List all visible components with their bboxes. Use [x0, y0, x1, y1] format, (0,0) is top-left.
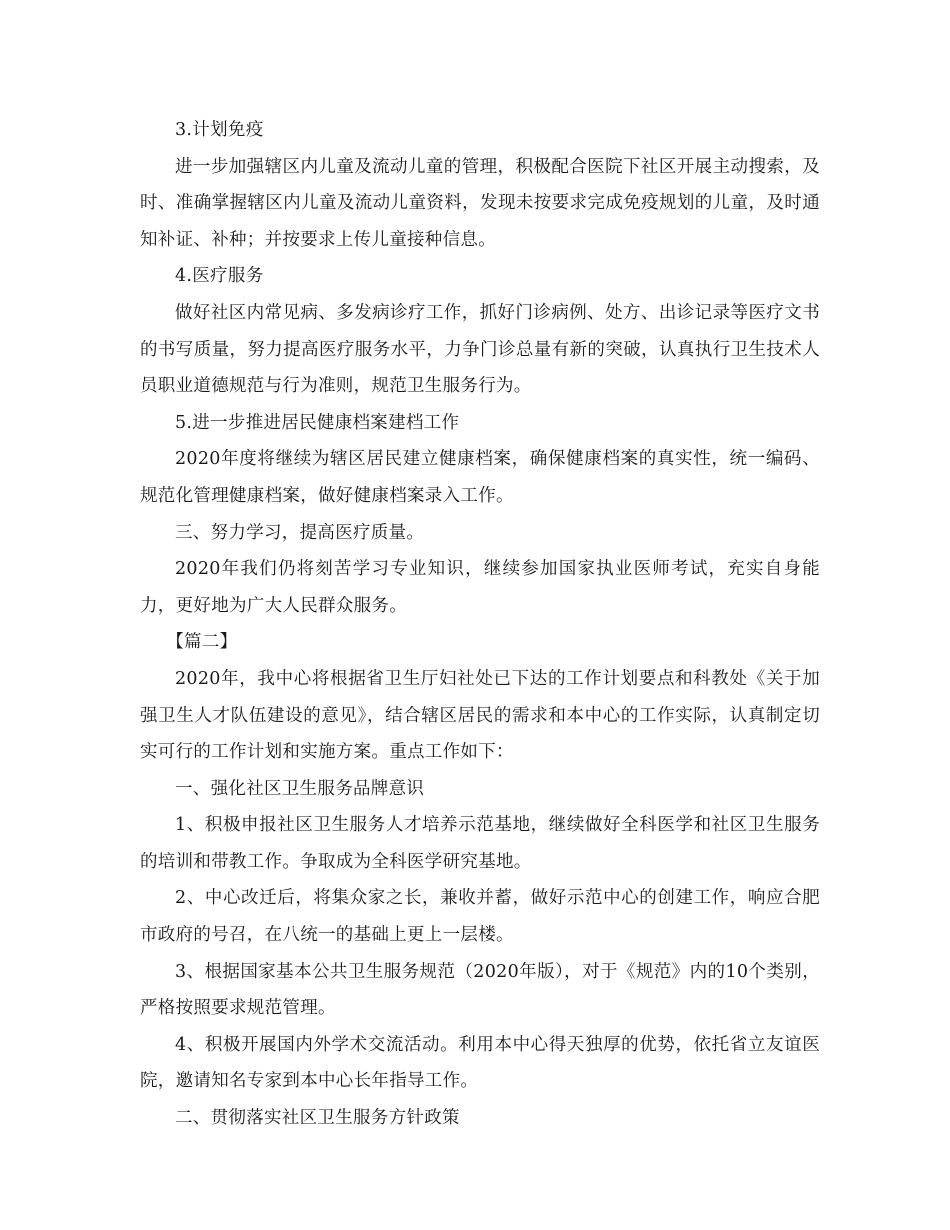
list-item-4: 4、积极开展国内外学术交流活动。利用本中心得天独厚的优势，依托省立友谊医院，邀请知名专家到本中心长年指导工作。 [140, 1034, 820, 1092]
section-heading-policy: 二、贯彻落实社区卫生服务方针政策 [175, 1108, 460, 1129]
paragraph-part-two-intro: 2020年，我中心将根据省卫生厅妇社处已下达的工作计划要点和科教处《关于加强卫生人才队伍建设的意见》，结合辖区居民的需求和本中心的工作实际，认真制定切实可行的工作计划和实施方案。重点工作如下： [140, 668, 820, 763]
part-two-heading: 【篇二】 [166, 632, 238, 653]
section-heading-brand-awareness: 一、强化社区卫生服务品牌意识 [175, 778, 425, 799]
paragraph-medical-service: 做好社区内常见病、多发病诊疗工作，抓好门诊病例、处方、出诊记录等医疗文书的书写质量，努力提高医疗服务水平，力争门诊总量有新的突破，认真执行卫生技术人员职业道德规范与行为准则，规范卫生服务行为。 [140, 302, 820, 397]
paragraph-health-records: 2020年度将继续为辖区居民建立健康档案，确保健康档案的真实性，统一编码、规范化管理健康档案，做好健康档案录入工作。 [140, 449, 820, 506]
paragraph-immunization: 进一步加强辖区内儿童及流动儿童的管理，积极配合医院下社区开展主动搜索，及时、准确掌握辖区内儿童及流动儿童资料，发现未按要求完成免疫规划的儿童，及时通知补证、补种；并按要求上传儿童接种信息。 [140, 156, 820, 250]
section-heading-study: 三、努力学习，提高医疗质量。 [175, 522, 425, 543]
list-item-1: 1、积极申报社区卫生服务人才培养示范基地，继续做好全科医学和社区卫生服务的培训和带教工作。争取成为全科医学研究基地。 [140, 815, 820, 872]
paragraph-study: 2020年我们仍将刻苦学习专业知识，继续参加国家执业医师考试，充实自身能力，更好地为广大人民群众服务。 [140, 559, 820, 616]
list-item-2: 2、中心改迁后，将集众家之长，兼收并蓄，做好示范中心的创建工作，响应合肥市政府的号召，在八统一的基础上更上一层楼。 [140, 888, 820, 946]
list-item-3: 3、根据国家基本公共卫生服务规范（2020年版），对于《规范》内的10个类别，严格按照要求规范管理。 [140, 961, 820, 1019]
section-heading-medical-service: 4.医疗服务 [175, 266, 264, 287]
document-body [140, 112, 820, 1137]
section-heading-immunization: 3.计划免疫 [175, 120, 264, 140]
section-heading-health-records: 5.进一步推进居民健康档案建档工作 [175, 412, 460, 433]
